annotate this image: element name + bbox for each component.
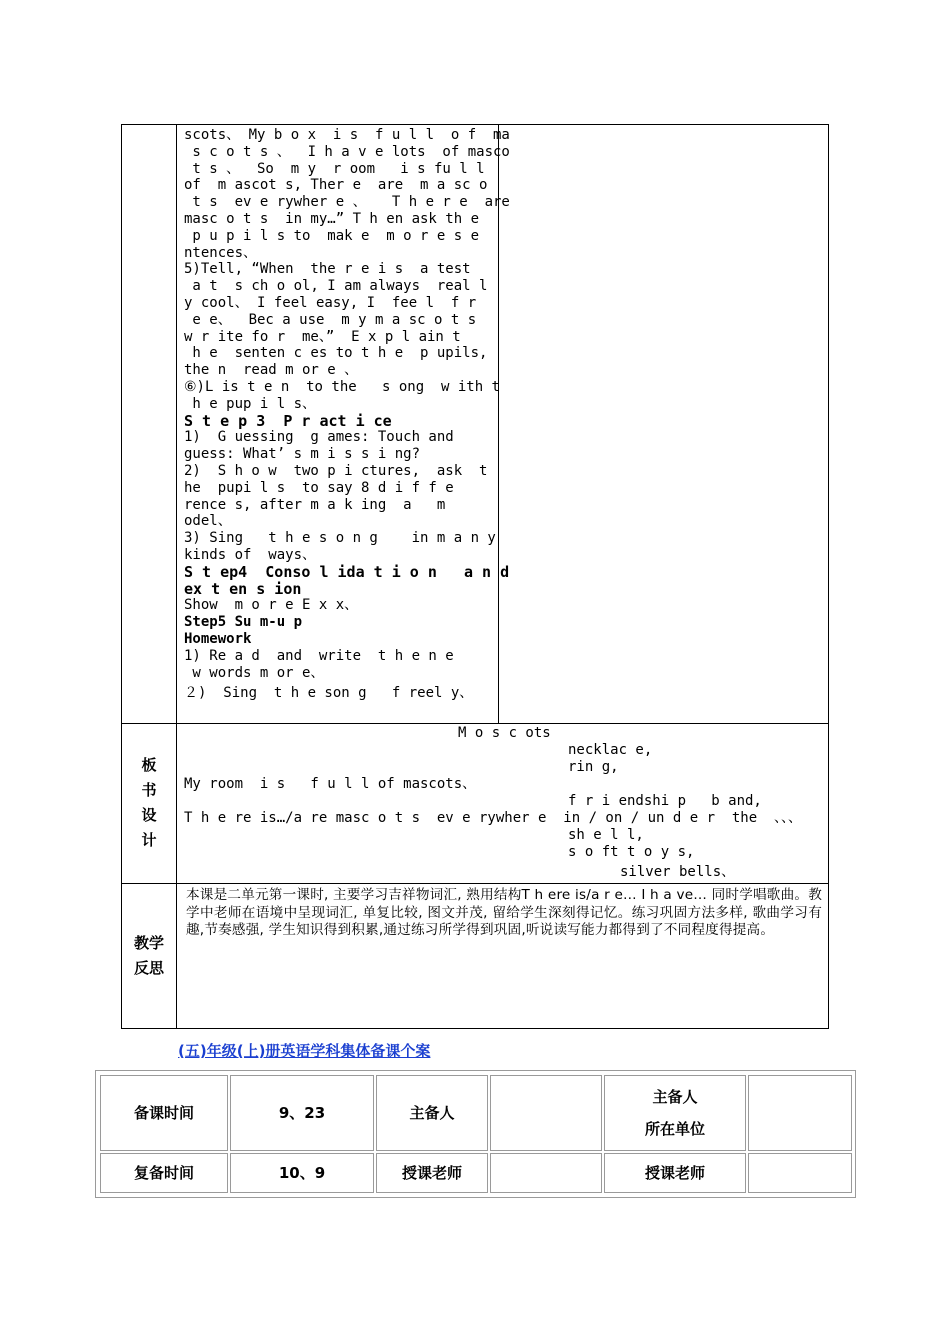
- lesson-step-line: 1) Re a d and write t h e n e: [184, 647, 454, 664]
- lesson-step-line: 3) Sing t h e s o n g in m a n y: [184, 530, 496, 547]
- board-item: rin g,: [568, 759, 619, 775]
- table-divider: [122, 883, 828, 884]
- lesson-step-line: rence s, after m a k ing a m: [184, 496, 446, 513]
- lesson-plan-caption: (五)年级(上)册英语学科集体备课个案: [178, 1042, 431, 1060]
- teacher-value: [490, 1153, 602, 1193]
- board-item: sh e l l,: [568, 827, 644, 843]
- board-sentence: My room i s f u l l of mascots、: [184, 776, 477, 792]
- lesson-step-line: p u p i l s to mak e m o r e s e: [184, 227, 480, 244]
- lesson-step-line: w words m or e、: [184, 664, 325, 681]
- lesson-step-line: of m ascot s, Ther e are m a sc o: [184, 177, 488, 194]
- main-preparer-unit-label: 主备人 所在单位: [604, 1075, 746, 1151]
- board-item: s o ft t o y s,: [568, 844, 695, 860]
- lesson-step-line: h e pup i l s、: [184, 395, 317, 412]
- lesson-step-line: s c o t s 、 I h a v e lots of masco: [184, 143, 510, 160]
- teacher-label-2: 授课老师: [604, 1153, 746, 1193]
- board-title: M o s c ots: [458, 725, 551, 741]
- table-divider: [122, 723, 828, 724]
- lesson-step-line: 5)Tell, “When the r e i s a test: [184, 261, 471, 278]
- lesson-step-line: t s 、 So m y r oom i s fu l l: [184, 160, 485, 177]
- review-time-label: 复备时间: [100, 1153, 228, 1193]
- lesson-step-line: ⑥)L is t e n to the s ong w ith t: [184, 379, 500, 395]
- lesson-step-line: Step5 Su m-u p: [184, 614, 303, 631]
- lesson-step-line: he pupi l s to say 8 d i f f e: [184, 479, 454, 496]
- lesson-step-line: ntences、: [184, 244, 258, 261]
- lesson-step-line: t s ev e rywher e 、 T h e r e are: [184, 194, 510, 211]
- lesson-step-line: a t s ch o ol, I am always real l: [184, 278, 488, 295]
- lesson-step-line: 1) G uessing g ames: Touch and: [184, 429, 454, 446]
- prep-info-table: [95, 1070, 856, 1198]
- lesson-step-line: Show m o r e E x x、: [184, 597, 359, 614]
- lesson-step-line: S t e p 3 P r act i ce: [184, 411, 392, 430]
- board-sentence: T h e re is…/a re masc o t s ev e rywher e in / on / un d e r the 、、、: [184, 810, 803, 826]
- teacher-value-2: [748, 1153, 852, 1193]
- main-preparer-value: [490, 1075, 602, 1151]
- lesson-step-line: e e、 Bec a use m y m a sc o t s: [184, 311, 477, 328]
- prep-time-label: 备课时间: [100, 1075, 228, 1151]
- lesson-plan-table: [121, 124, 829, 1029]
- lesson-step-line: 2) S h o w two p i ctures, ask t: [184, 463, 488, 479]
- lesson-step-line: kinds of ways、: [184, 547, 317, 563]
- lesson-step-line: odel、: [184, 513, 232, 530]
- lesson-step-line: Homework: [184, 631, 252, 647]
- lesson-step-line: guess: What’ s m i s s i ng?: [184, 446, 421, 463]
- table-divider: [498, 125, 499, 723]
- teacher-label: 授课老师: [376, 1153, 488, 1193]
- lesson-step-line: scots、 My b o x i s f u l l o f ma: [184, 127, 510, 143]
- prep-time-value: 9、23: [230, 1075, 374, 1151]
- lesson-step-line: masc o t s in my…” T h en ask th e: [184, 211, 480, 227]
- lesson-step-line: w r ite fo r me、” E x p l ain t: [184, 328, 461, 345]
- lesson-step-line: S t ep4 Conso l ida t i o n a n d: [184, 562, 510, 581]
- lesson-step-line: the n read m or e 、: [184, 362, 359, 379]
- lesson-step-line: y cool、 I feel easy, I fee l f r: [184, 295, 477, 311]
- review-time-value: 10、9: [230, 1153, 374, 1193]
- board-item: f r i endshi p b and,: [568, 793, 762, 809]
- lesson-step-line: ex t en s ion: [184, 579, 302, 598]
- board-item: silver bells、: [620, 864, 736, 880]
- board-design-label: 板 书 设 计: [141, 756, 157, 849]
- main-preparer-label: 主备人: [376, 1075, 488, 1151]
- lesson-step-line: h e senten c es to t h e p upils,: [184, 345, 488, 362]
- reflection-text: 本课是二单元第一课时, 主要学习吉祥物词汇, 熟用结构T h ere is/a r e… I h a ve… 同时学唱歌曲。教学中老师在语境中呈现词汇, 单复比较, 图文并茂, 留给学生深刻得记忆。练习巩固方法多样, 歌曲学习有趣,节奏感强, 学生知识得到积累,通过练习所学得到巩固,听说读写能力都得到了不同程度得提高。: [186, 887, 822, 939]
- board-item: necklac e,: [568, 742, 653, 758]
- main-preparer-unit-value: [748, 1075, 852, 1151]
- table-divider: [176, 125, 177, 1028]
- reflection-label: 教学 反思: [133, 934, 164, 977]
- lesson-step-line: ２) Sing t h e son g f reel y、: [184, 685, 474, 702]
